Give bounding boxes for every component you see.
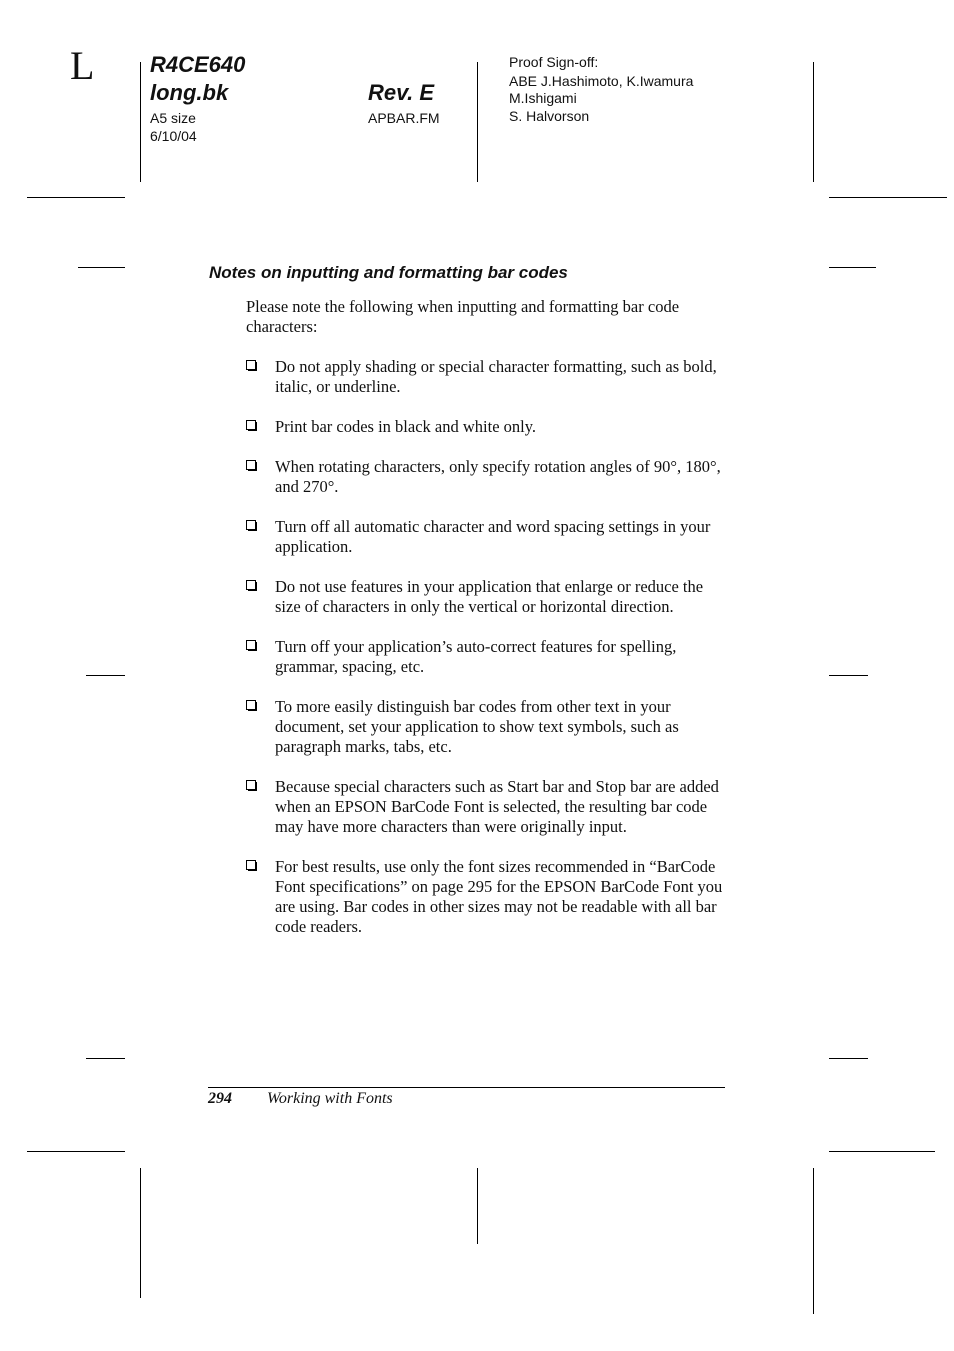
crop-mark — [829, 675, 868, 676]
crop-mark — [813, 1168, 814, 1314]
list-item-text: Turn off all automatic character and word spacing settings in your application. — [275, 517, 711, 556]
crop-mark — [140, 62, 141, 182]
proof-name: S. Halvorson — [509, 108, 590, 124]
list-item — [246, 857, 726, 937]
checkbox-bullet-icon — [246, 580, 258, 592]
book-file: long.bk — [150, 80, 229, 105]
bullet-list — [246, 357, 726, 957]
crop-mark — [140, 1168, 141, 1298]
crop-mark — [829, 267, 876, 268]
crop-mark — [477, 1168, 478, 1244]
checkbox-bullet-icon — [246, 420, 258, 432]
list-item — [246, 417, 726, 437]
checkbox-bullet-icon — [246, 460, 258, 472]
list-item — [246, 637, 726, 677]
corner-letter: L — [70, 43, 95, 88]
intro-paragraph: Please note the following when inputting and formatting bar code characters: — [246, 297, 680, 336]
proof-label: Proof Sign-off: — [509, 54, 599, 70]
list-item-text: Because special characters such as Start bar and Stop bar are added when an EPSON BarCode Font is selected, the resulting bar code may have more characters than were originally input. — [275, 777, 719, 836]
crop-mark — [829, 1058, 868, 1059]
list-item — [246, 697, 726, 757]
frame-file: APBAR.FM — [368, 110, 440, 126]
paper-size: A5 size — [150, 110, 196, 126]
list-item-text: To more easily distinguish bar codes from other text in your document, set your application to show text symbols, such as paragraph marks, tabs, etc. — [275, 697, 679, 756]
book-code: R4CE640 — [150, 52, 246, 77]
list-item — [246, 357, 726, 397]
crop-mark — [477, 62, 478, 182]
list-item-text: Do not use features in your application that enlarge or reduce the size of characters in only the vertical or horizontal direction. — [275, 577, 704, 616]
crop-mark — [829, 1151, 935, 1152]
list-item — [246, 777, 726, 837]
header-date: 6/10/04 — [150, 128, 197, 144]
checkbox-bullet-icon — [246, 520, 258, 532]
checkbox-bullet-icon — [246, 780, 258, 792]
crop-mark — [86, 675, 125, 676]
page-number: 294 — [208, 1090, 232, 1107]
crop-mark — [27, 1151, 125, 1152]
crop-mark — [86, 1058, 125, 1059]
crop-mark — [78, 267, 125, 268]
chapter-title: Working with Fonts — [267, 1090, 393, 1107]
list-item-text: Do not apply shading or special character formatting, such as bold, italic, or underline. — [275, 357, 717, 396]
checkbox-bullet-icon — [246, 640, 258, 652]
list-item-text: For best results, use only the font sizes recommended in “BarCode Font specifications” on page 295 for the EPSON BarCode Font you are using. Bar codes in other sizes may not be readable with all bar code readers. — [275, 857, 723, 936]
checkbox-bullet-icon — [246, 860, 258, 872]
proof-name: ABE J.Hashimoto, K.Iwamura — [509, 73, 694, 89]
crop-mark — [813, 62, 814, 182]
list-item — [246, 457, 726, 497]
list-item — [246, 577, 726, 617]
list-item — [246, 517, 726, 557]
crop-mark — [27, 197, 125, 198]
section-heading: Notes on inputting and formatting bar codes — [209, 263, 568, 282]
footer-rule — [208, 1087, 725, 1088]
revision: Rev. E — [368, 80, 435, 105]
list-item-text: Print bar codes in black and white only. — [275, 417, 537, 436]
proof-name: M.Ishigami — [509, 90, 577, 106]
checkbox-bullet-icon — [246, 360, 258, 372]
list-item-text: Turn off your application’s auto-correct features for spelling, grammar, spacing, etc. — [275, 637, 677, 676]
checkbox-bullet-icon — [246, 700, 258, 712]
crop-mark — [829, 197, 947, 198]
list-item-text: When rotating characters, only specify rotation angles of 90°, 180°, and 270°. — [275, 457, 721, 496]
